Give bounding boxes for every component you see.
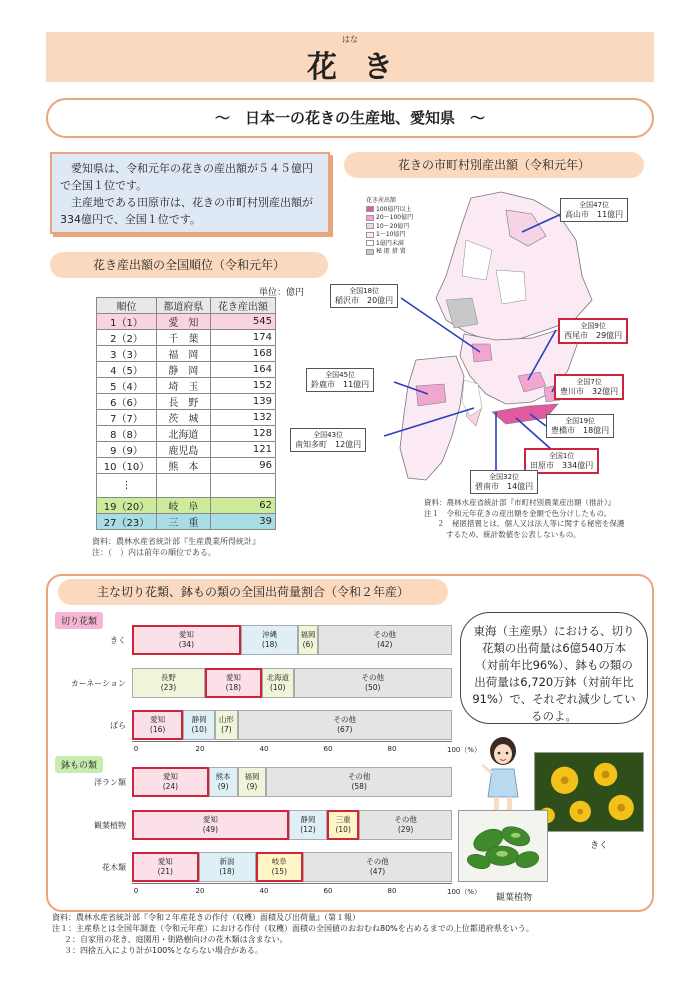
- stacked-bar: [132, 810, 452, 840]
- x-tick-label: 60: [323, 887, 333, 895]
- col-rank: 順位: [97, 298, 157, 314]
- callout-rank: 全国19位: [565, 417, 596, 425]
- bar-segment: [205, 668, 262, 698]
- legend-title: 花き産出額: [366, 197, 397, 204]
- bar-segment-name: 福岡: [244, 772, 260, 781]
- bar-segment: [132, 668, 205, 698]
- table-row: [97, 330, 276, 346]
- bar-segment-name: 沖縄: [262, 630, 278, 639]
- foliage-plant-caption: 観葉植物: [496, 893, 533, 903]
- bar-segment-value: (18): [219, 867, 235, 876]
- map-legend: [366, 197, 426, 257]
- value-cell: 168: [210, 346, 275, 362]
- x-tick-label: 100（%）: [446, 888, 481, 896]
- x-tick-label: 0: [133, 887, 139, 895]
- rank-cell: 2（2）: [97, 330, 157, 346]
- bar-segment: [132, 810, 289, 840]
- map-region-suzuka: [416, 384, 446, 406]
- value-cell: 39: [210, 514, 275, 530]
- bar-segment-value: (34): [178, 640, 195, 649]
- map-region-hidden: [446, 298, 478, 328]
- bar-segment-name: 新潟: [219, 857, 235, 866]
- bar-segment-name: その他: [394, 815, 417, 824]
- legend-swatch: [366, 223, 374, 229]
- callout-suzuka: [306, 368, 374, 392]
- bar-row-label: 花木類: [102, 863, 126, 872]
- footnote-source: 資料：農林水産省統計部『令和２年産花きの作付（収穫）面積及び出荷量』（第１報）: [52, 913, 360, 922]
- legend-item: [366, 240, 426, 249]
- map-note-1: 注１ 令和元年花きの産出額を金額で色分けしたもの。: [424, 508, 612, 518]
- bar-segment-value: (18): [225, 683, 242, 692]
- table-row: [97, 410, 276, 426]
- bar-segment-name: その他: [366, 857, 389, 866]
- pref-cell: 静 岡: [157, 362, 211, 378]
- bar-segment: [238, 767, 267, 797]
- ranking-heading: 花き産出額の全国順位（令和元年）: [50, 252, 328, 278]
- callout-rank: 全国43位: [313, 431, 344, 439]
- bar-segment: [359, 810, 452, 840]
- bar-row-label: 洋ラン類: [94, 778, 126, 787]
- legend-swatch: [366, 206, 374, 212]
- intro-paragraph-2: 主産地である田原市は、花きの市町村別産出額が334億円で、全国１位です。: [60, 196, 313, 226]
- bar-segment-value: (18): [261, 640, 278, 649]
- rank-cell: 9（9）: [97, 442, 157, 458]
- table-row: [97, 394, 276, 410]
- bar-segment-name: 長野: [160, 673, 176, 682]
- callout-name: 稲沢市 20億円: [335, 296, 394, 305]
- bar-row-label: 観葉植物: [94, 821, 126, 830]
- callout-name: 南知多町 12億円: [295, 440, 362, 449]
- map-notes: [424, 498, 625, 540]
- x-tick-label: 40: [259, 745, 269, 753]
- bar-segment-name: 愛知: [178, 630, 194, 639]
- bar-segment-value: (29): [397, 825, 414, 834]
- table-row: [97, 362, 276, 378]
- legend-item: [366, 214, 426, 223]
- callout-name: 鈴鹿市 11億円: [311, 380, 370, 389]
- bar-segment: [132, 625, 241, 655]
- shipment-footnotes: [52, 912, 534, 956]
- table-row-gifu: [97, 498, 276, 514]
- callout-minamichita: [290, 428, 366, 452]
- table-row: [97, 458, 276, 474]
- stacked-bar: [132, 668, 452, 698]
- rank-cell: 3（3）: [97, 346, 157, 362]
- bar-segment: [318, 625, 452, 655]
- rank-cell: 6（6）: [97, 394, 157, 410]
- callout-hekinan: [470, 470, 538, 494]
- bar-segment-name: 岐阜: [271, 857, 287, 866]
- callout-rank: 全国45位: [325, 371, 356, 379]
- ranking-source: 資料：農林水産省統計部『生産農業所得統計』: [92, 537, 260, 546]
- bar-segment-value: (9): [246, 782, 258, 791]
- ranking-table: [96, 297, 276, 530]
- map-region-inazawa: [472, 344, 492, 362]
- bar-segment-name: 静岡: [300, 815, 316, 824]
- pref-cell: 愛 知: [157, 314, 211, 330]
- bar-segment: [289, 810, 327, 840]
- callout-nishio: [558, 318, 628, 344]
- pref-cell: 福 岡: [157, 346, 211, 362]
- bar-segment: [199, 852, 256, 882]
- bar-segment-value: (10): [270, 683, 286, 692]
- pref-cell: 千 葉: [157, 330, 211, 346]
- map-source: 資料：農林水産省統計部『市町村別農業産出額（推計）』: [424, 498, 616, 507]
- legend-swatch: [366, 232, 374, 238]
- legend-item: [366, 231, 426, 240]
- legend-label: 秘 匿 措 置: [376, 248, 406, 255]
- table-row: [97, 346, 276, 362]
- footnote-3: ３：四捨五入により計が100%とならない場合がある。: [64, 946, 263, 955]
- bar-segment: [132, 767, 209, 797]
- legend-item: [366, 206, 426, 215]
- callout-name: 田原市 334億円: [530, 461, 594, 470]
- title-ruby: はな: [342, 35, 358, 44]
- bar-segment: [298, 625, 317, 655]
- callout-name: 碧南市 14億円: [475, 482, 534, 491]
- bar-segment-value: (10): [335, 825, 351, 834]
- callout-name: 豊川市 32億円: [560, 387, 619, 396]
- footnote-1: 注１：主産県とは全国年調査（令和元年産）における作付（収穫）面積の全国値のおおむね80%を占めるまでの上位都道府県をいう。: [52, 924, 534, 933]
- legend-swatch: [366, 240, 374, 246]
- bar-segment: [238, 710, 452, 740]
- value-cell: 152: [210, 378, 275, 394]
- stacked-bar: [132, 625, 452, 655]
- bar-segment: [262, 668, 294, 698]
- bar-row-label: カーネーション: [70, 679, 126, 688]
- rank-cell: 8（8）: [97, 426, 157, 442]
- rank-cell: 1（1）: [97, 314, 157, 330]
- rank-cell: 5（4）: [97, 378, 157, 394]
- bar-segment-name: 愛知: [150, 715, 166, 724]
- callout-inazawa: [330, 284, 398, 308]
- value-cell: 62: [210, 498, 275, 514]
- rank-cell: 27（23）: [97, 514, 157, 530]
- bar-segment: [241, 625, 299, 655]
- table-row: [97, 378, 276, 394]
- bar-segment-name: 熊本: [215, 772, 231, 781]
- pref-cell: 茨 城: [157, 410, 211, 426]
- x-tick-label: 100（%）: [446, 746, 481, 754]
- callout-toyokawa: [554, 374, 624, 400]
- ellipsis-cell: ⋮: [97, 474, 157, 498]
- table-row-ellipsis: [97, 474, 276, 498]
- pref-cell: 熊 本: [157, 458, 211, 474]
- bar-segment-name: 愛知: [157, 857, 173, 866]
- x-tick-label: 20: [195, 887, 205, 895]
- bar-segment-value: (49): [202, 825, 219, 834]
- bar-segment-value: (42): [377, 640, 393, 649]
- footnote-2: ２：自家用の花き、庭園用・街路樹向けの花木類は含まない。: [64, 935, 288, 944]
- bar-segment-value: (7): [221, 725, 232, 734]
- shipment-heading: 主な切り花類、鉢もの類の全国出荷量割合（令和２年産）: [58, 579, 448, 605]
- legend-swatch: [366, 215, 374, 221]
- map-note-2: ２ 秘匿措置とは、個人又は法人等に関する秘密を保護: [437, 519, 625, 528]
- value-cell: 545: [210, 314, 275, 330]
- legend-label: 100億円以上: [376, 205, 412, 213]
- bar-segment-value: (23): [160, 683, 177, 692]
- legend-swatch: [366, 249, 374, 255]
- stacked-bar: [132, 767, 452, 797]
- ranking-notes: [92, 536, 260, 558]
- intro-box: [50, 152, 330, 234]
- legend-label: 1億円未満: [376, 239, 404, 247]
- intro-paragraph-1: 愛知県は、令和元年の花きの産出額が５４５億円で全国１位です。: [60, 162, 313, 192]
- bar-segment-name: 北海道: [266, 673, 289, 682]
- rank-cell: 4（5）: [97, 362, 157, 378]
- page-title: 花き: [307, 50, 419, 85]
- bar-segment: [256, 852, 304, 882]
- value-cell: 132: [210, 410, 275, 426]
- bar-segment-name: その他: [333, 715, 357, 724]
- bar-segment: [327, 810, 359, 840]
- bar-segment-name: 静岡: [191, 715, 207, 724]
- x-axis-line: [132, 883, 452, 884]
- callout-takayama: [560, 198, 628, 222]
- empty-cell: [210, 474, 275, 498]
- callout-rank: 全国47位: [579, 201, 610, 209]
- x-axis-line: [132, 741, 452, 742]
- bar-segment-value: (12): [300, 825, 316, 834]
- cut-flowers-tag: 切り花類: [55, 612, 103, 629]
- bar-segment-value: (15): [271, 867, 287, 876]
- ranking-unit: 単位：億円: [258, 288, 304, 298]
- bar-segment-value: (9): [217, 782, 229, 791]
- callout-rank: 全国32位: [489, 473, 520, 481]
- x-tick-label: 60: [323, 745, 333, 753]
- callout-name: 西尾市 29億円: [564, 331, 623, 340]
- x-tick-label: 20: [195, 745, 205, 753]
- ranking-note: 注：（ ）内は前年の順位である。: [92, 548, 216, 557]
- girl-character-illustration: [480, 735, 526, 815]
- callout-rank: 全国1位: [548, 452, 575, 460]
- table-row-mie: [97, 514, 276, 530]
- bar-segment: [132, 852, 199, 882]
- bar-segment-name: 愛知: [202, 815, 218, 824]
- chrysanthemum-photo: [534, 752, 644, 832]
- callout-rank: 全国7位: [576, 378, 602, 386]
- bar-segment: [215, 710, 237, 740]
- bar-row-label: きく: [110, 636, 126, 645]
- table-row: [97, 442, 276, 458]
- value-cell: 128: [210, 426, 275, 442]
- legend-label: 1～10億円: [376, 231, 406, 238]
- bar-segment-value: (67): [337, 725, 353, 734]
- bar-segment-value: (16): [149, 725, 166, 734]
- bar-segment-name: 愛知: [162, 772, 178, 781]
- bar-segment-value: (21): [157, 867, 173, 876]
- pref-cell: 埼 玉: [157, 378, 211, 394]
- pref-cell: 三 重: [157, 514, 211, 530]
- bar-row-label: ばら: [110, 721, 126, 730]
- map-region-mie: [400, 356, 464, 480]
- bar-segment-name: 愛知: [225, 673, 241, 682]
- callout-name: 豊橋市 18億円: [551, 426, 610, 435]
- bar-segment-value: (47): [369, 867, 386, 876]
- bar-segment: [303, 852, 452, 882]
- col-pref: 都道府県: [157, 298, 211, 314]
- bar-segment-name: その他: [373, 630, 397, 639]
- col-value: 花き産出額: [210, 298, 275, 314]
- map-note-2-cont: するため、統計数値を公表しないもの。: [446, 529, 581, 539]
- chrysanthemum-caption: きく: [590, 841, 609, 851]
- value-cell: 121: [210, 442, 275, 458]
- pref-cell: 北海道: [157, 426, 211, 442]
- legend-label: 20～100億円: [376, 214, 414, 221]
- x-tick-label: 40: [259, 887, 269, 895]
- legend-item: [366, 248, 426, 257]
- value-cell: 139: [210, 394, 275, 410]
- bar-segment: [294, 668, 452, 698]
- rank-cell: 19（20）: [97, 498, 157, 514]
- bar-segment-name: その他: [347, 772, 371, 781]
- map-heading: 花きの市町村別産出額（令和元年）: [344, 152, 644, 178]
- value-cell: 164: [210, 362, 275, 378]
- x-tick-label: 0: [133, 745, 139, 753]
- pref-cell: 鹿児島: [157, 442, 211, 458]
- x-tick-label: 80: [387, 745, 397, 753]
- stacked-bar: [132, 710, 452, 740]
- bar-segment: [209, 767, 238, 797]
- rank-cell: 10（10）: [97, 458, 157, 474]
- bar-segment-name: その他: [361, 673, 384, 682]
- bar-segment: [132, 710, 183, 740]
- potted-plants-tag: 鉢もの類: [55, 756, 103, 773]
- foliage-plant-photo: [458, 810, 548, 882]
- subtitle: ～ 日本一の花きの生産地、愛知県 ～: [214, 109, 485, 127]
- callout-toyohashi: [546, 414, 614, 438]
- bar-segment-name: 福岡: [300, 630, 316, 639]
- x-tick-label: 80: [387, 887, 397, 895]
- legend-label: 10～20億円: [376, 222, 410, 230]
- ranking-header-row: [97, 298, 276, 314]
- callout-rank: 全国9位: [580, 322, 606, 330]
- legend-item: [366, 223, 426, 232]
- table-row: [97, 314, 276, 330]
- bar-segment-value: (6): [302, 640, 314, 649]
- value-cell: 174: [210, 330, 275, 346]
- bar-segment-value: (58): [351, 782, 367, 791]
- pref-cell: 長 野: [157, 394, 211, 410]
- bar-segment: [183, 710, 215, 740]
- speech-bubble: 東海（主産県）における、切り花類の出荷量は6億540万本（対前年比96%）、鉢もの類の出荷量は6,720万鉢（対前年比91%）で、それぞれ減少しているのよ。: [460, 612, 648, 724]
- stacked-bar: [132, 852, 452, 882]
- bar-segment: [266, 767, 452, 797]
- callout-rank: 全国18位: [349, 287, 380, 295]
- bar-segment-value: (10): [191, 725, 207, 734]
- rank-cell: 7（7）: [97, 410, 157, 426]
- table-row: [97, 426, 276, 442]
- empty-cell: [157, 474, 211, 498]
- callout-name: 高山市 11億円: [565, 210, 624, 219]
- bar-segment-value: (24): [162, 782, 179, 791]
- value-cell: 96: [210, 458, 275, 474]
- pref-cell: 岐 阜: [157, 498, 211, 514]
- bar-segment-name: 山形: [218, 715, 234, 724]
- bar-segment-value: (50): [365, 683, 381, 692]
- bar-segment-name: 三重: [335, 815, 351, 824]
